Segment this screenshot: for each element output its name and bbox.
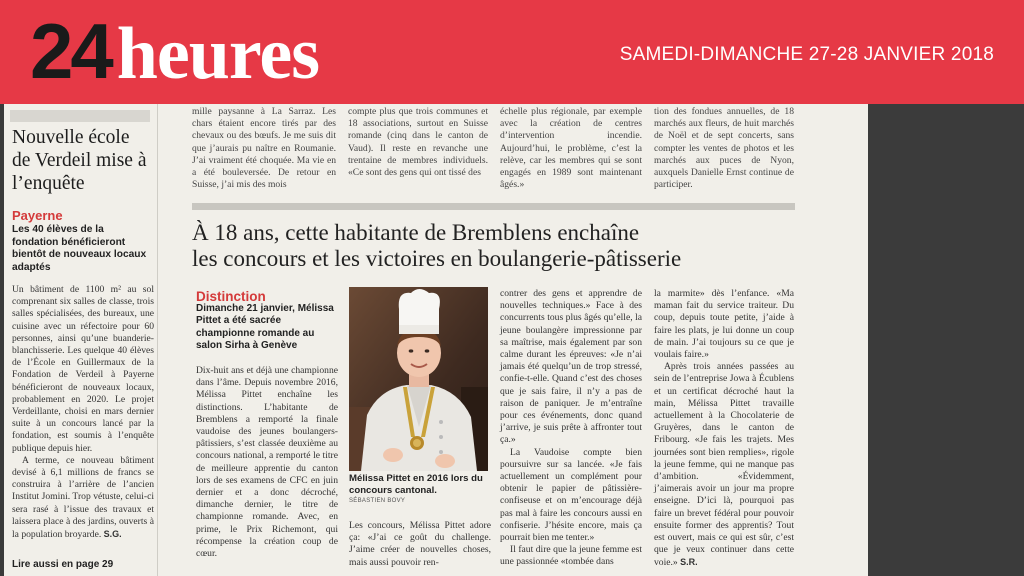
sidebar-headline: Nouvelle école de Verdeil mise à l’enquête bbox=[12, 127, 147, 194]
article-column-4 bbox=[654, 288, 794, 570]
article-paragraph: Il faut dire que la jeune femme est une passionnée «tombée dans bbox=[500, 544, 642, 568]
article-paragraph-text: Après trois années passées au sein de l’entreprise Jowa à Écublens et un certificat décroché haut la main, Mélissa Pittet travaille actuellement à la Chocolaterie de Gruyères, dans le canton de Fribourg. «Je fais les trajets. Mes journées sont bien remplies», rigole la jeune femme, qui ne manque pas d’ambition. «Évidemment, j’aimerais avoir un jour ma propre enseigne. D’ici là, pourquoi pas faire un brevet fédéral pour pouvoir ensuite former des apprentis? Tout est ouvert, mais ce qui est sûr, c’est que je veux continuer dans cette voie.» bbox=[654, 361, 794, 569]
top-column-3: échelle plus régionale, par exemple avec la création de centres d’intervention incendie. Aujourd’hui, le problème, c’est la relève, car les membres qui se sont engagés en 1989 sont maintenant âgés.» bbox=[500, 106, 642, 191]
top-column-2: compte plus que trois communes et 18 associations, surtout en Suisse romande (cinq dans le canton de Vaud). Il reste en revanche une trentaine de membres individuels. «Ce sont des gens qui ont tissé des bbox=[348, 106, 488, 179]
section-rule bbox=[192, 203, 795, 210]
top-column-1: mille paysanne à La Sarraz. Les chars étaient encore tirés par des chevaux ou des bœufs. Je me suis dit que j’aurais pu naître en Roumanie. J’ai vraiment été choquée. Ma vie en a été bouleversée. De retour en Suisse, j’ai mis des mois bbox=[192, 106, 336, 191]
sidebar-signature: S.G. bbox=[103, 529, 122, 540]
article-paragraph: la marmite» dès l’enfance. «Ma maman fait du service traiteur. Du coup, depuis toute petite, j’aide à faire les plats, je lui donne un coup de main. J’ai toujours su ce que je voulais faire.» bbox=[654, 288, 794, 361]
photo-caption: Mélissa Pittet en 2016 lors du concours cantonal. bbox=[349, 473, 483, 496]
top-column-4: tion des fondues annuelles, de 18 marchés aux fleurs, de huit marchés de Noël et de sept concerts, sans compter les ventes de photos et les marchés aux puces de Nyon, auxquels Danielle Ernst continue de participer. bbox=[654, 106, 794, 191]
article-column-3 bbox=[500, 288, 642, 569]
article-paragraph: La Vaudoise compte bien poursuivre sur sa lancée. «Je fais actuellement un complément pour obtenir le papier de pâtissière-confiseuse et on m’encourage déjà pas mal à faire les concours aussi en confiserie. J’hésite encore, mais ça pourrait bien me tenter.» bbox=[500, 446, 642, 544]
headline-line: À 18 ans, cette habitante de Bremblens enchaîne bbox=[192, 220, 640, 245]
sidebar-paragraph bbox=[12, 455, 154, 541]
sidebar-lead: Les 40 élèves de la fondation bénéficieront bientôt de nouveaux locaux adaptés bbox=[12, 224, 147, 273]
article-column-1: Dix-huit ans et déjà une championne dans l’âme. Depuis novembre 2016, Mélissa Pittet enchaîne les distinctions. L’habitante de Bremblens a remporté la finale vaudoise des jeunes boulangers-pâtissiers, s’est classée deuxième au concours national, a remporté le titre de meilleure apprentie du canton lors de ses examens de CFC en juin dernier et a donc décroché, dimanche dernier, le titre de championne romande. Avec, en prime, le Prix Richemont, qui récompense la création coup de cœur. bbox=[196, 365, 338, 560]
chef-photo-illustration bbox=[349, 287, 488, 471]
masthead-band bbox=[0, 0, 1024, 104]
sidebar-paragraph: Un bâtiment de 1100 m² au sol comprenant six salles de classe, trois salles spécialisées, des bureaux, une cuisine avec un réfectoire pour 60 personnes, ainsi qu’une buanderie-blanchisserie. Les quelque 40 élèves de l’École en Guillermaux de la Fondation de Verdeil à Payerne bénéficieront de nouveaux locaux, probablement en 2020. Le projet Verdeillante, choisi en mars dernier suite à un concours lancé par la fondation, est soumis à l’enquête publique depuis hier. bbox=[12, 284, 154, 454]
article-paragraph: contrer des gens et apprendre de nouvelles techniques.» Face à des concurrents tous plus âgés qu’elle, la jeune boulangère impressionne par sa maîtrise, mais également par son calme durant les épreuves: «Je n’ai jamais été quelqu’un de trop stressé, confie-t-elle. Quand c’est des choses que je sais faire, il n’y a pas de raison de paniquer. Je m’entraîne pour ces événements, donc quand j’arrive, je suis prête à affronter tout ça.» bbox=[500, 288, 642, 446]
article-headline bbox=[192, 220, 802, 272]
edition-date: SAMEDI-DIMANCHE 27-28 JANVIER 2018 bbox=[619, 44, 994, 65]
sidebar-body bbox=[12, 284, 154, 541]
article-kicker: Distinction bbox=[196, 289, 266, 304]
logo-number: 24 bbox=[30, 7, 111, 95]
headline-line: les concours et les victoires en boulangerie-pâtisserie bbox=[192, 246, 682, 271]
column-divider bbox=[157, 104, 158, 576]
photo-credit: SÉBASTIEN BOVY bbox=[349, 498, 406, 504]
sidebar-article bbox=[6, 104, 152, 576]
sidebar-paragraph-text: A terme, ce nouveau bâtiment devisé à 6,1 millions de francs se construira à l’arrière de l’ancien Institut Jomini. Trop vétuste, celui-ci sera rasé à l’issue des travaux et laissera place à des jardins, ouverts à la population broyarde. bbox=[12, 454, 154, 541]
sidebar-top-rule bbox=[10, 110, 150, 122]
newspaper-logo[interactable] bbox=[30, 7, 320, 95]
see-also-link[interactable]: Lire aussi en page 29 bbox=[12, 559, 114, 570]
article-signature: S.R. bbox=[680, 557, 698, 568]
article-paragraph bbox=[654, 361, 794, 569]
logo-word: heures bbox=[116, 13, 320, 95]
article-lead: Dimanche 21 janvier, Mélissa Pittet a été sacrée championne romande au salon Sirha à Genève bbox=[196, 303, 334, 351]
sidebar-kicker: Payerne bbox=[12, 208, 63, 223]
right-page-shadow bbox=[868, 104, 1024, 576]
article-photo[interactable] bbox=[349, 287, 488, 471]
article-column-2: Les concours, Mélissa Pittet adore ça: «J’ai ce goût du challenge. J’aime créer de nouvelles choses, mais aussi pouvoir ren- bbox=[349, 520, 491, 568]
